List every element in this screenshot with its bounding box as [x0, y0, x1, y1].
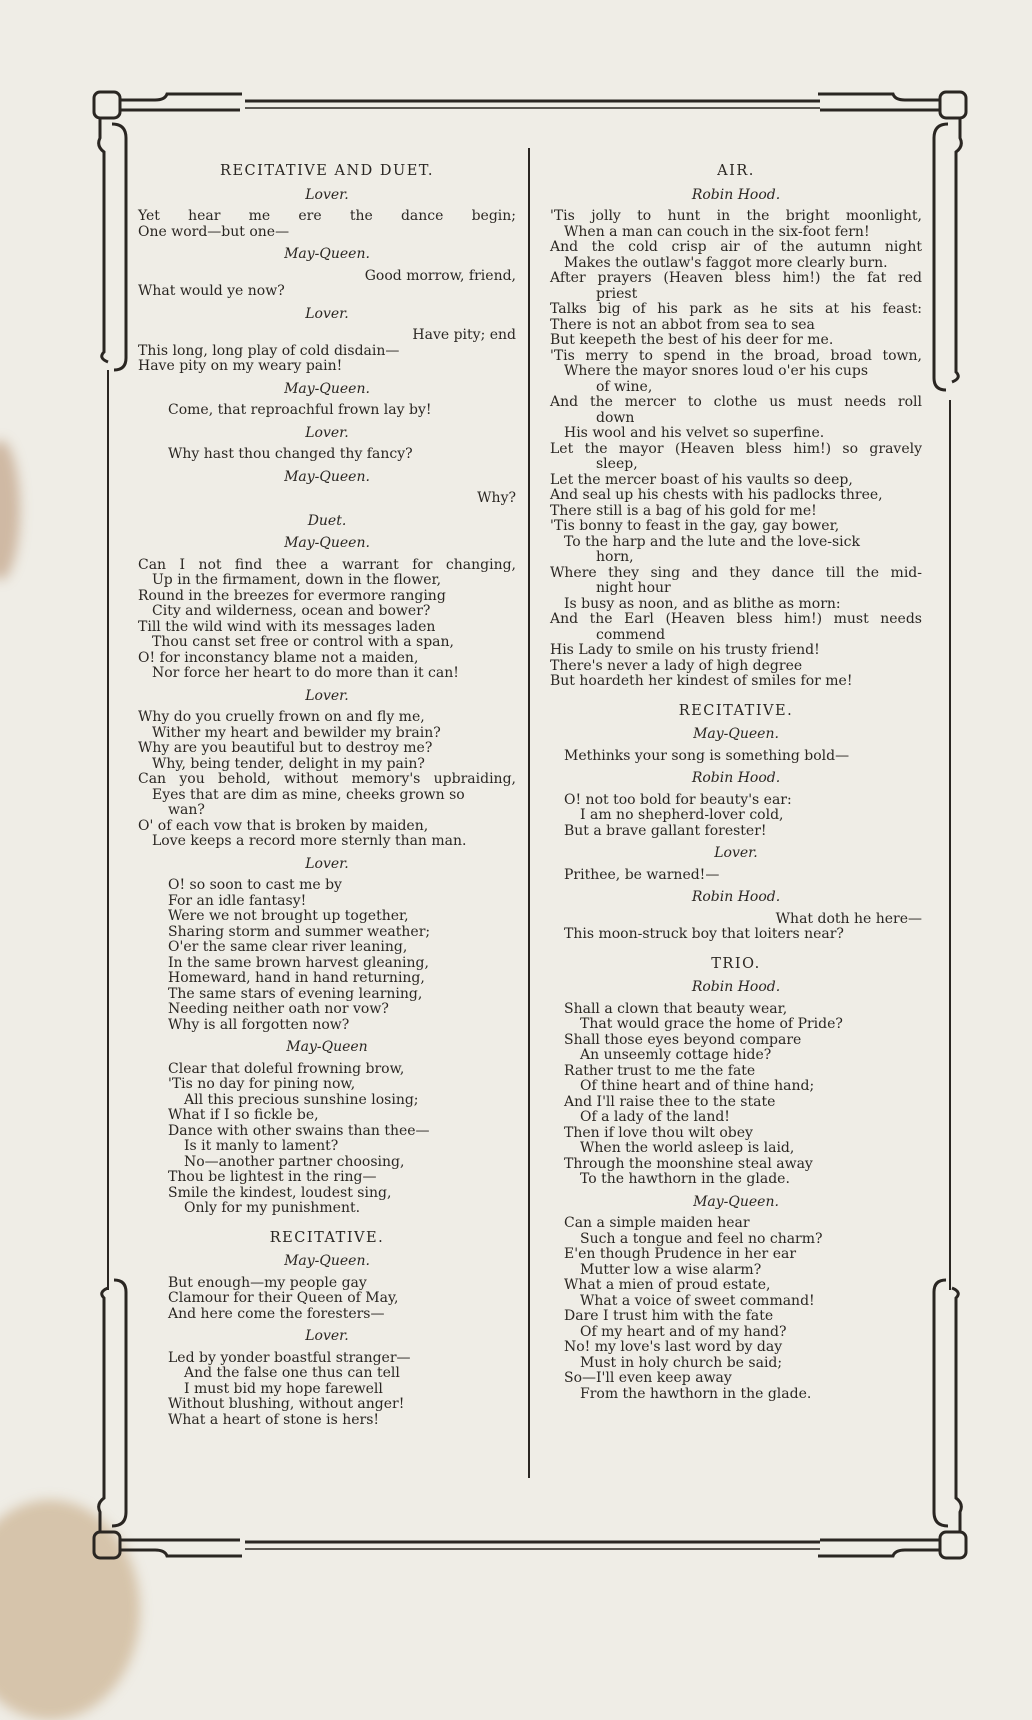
verse-line: Have pity on my weary pain!	[138, 358, 343, 374]
verse-line: Clamour for their Queen of May,	[168, 1290, 399, 1306]
section-heading: AIR.	[717, 163, 755, 179]
speaker-name: Lover.	[305, 855, 349, 872]
verse-line: What doth he here—	[775, 910, 922, 927]
verse-line: What a mien of proud estate,	[564, 1277, 771, 1293]
verse-line: Needing neither oath nor vow?	[168, 1001, 389, 1017]
verse-line: Why do you cruelly frown on and fly me,	[138, 709, 425, 725]
verse-line: Thou canst set free or control with a span,	[152, 634, 454, 650]
verse-line: Must in holy church be said;	[580, 1354, 783, 1371]
verse-line: 'Tis bonny to feast in the gay, gay bower,	[550, 518, 840, 534]
verse-line: What a heart of stone is hers!	[168, 1411, 380, 1428]
verse-block	[550, 912, 922, 943]
verse-line: Shall those eyes beyond compare	[564, 1031, 802, 1048]
verse-line: Can you behold, without memory's upbraiding,	[138, 771, 516, 787]
verse-line: Have pity; end	[412, 327, 516, 343]
verse-line: There's never a lady of high degree	[550, 657, 803, 674]
verse-line: No—another partner choosing,	[184, 1153, 405, 1170]
verse-line: Rather trust to me the fate	[564, 1062, 756, 1079]
verse-line: Methinks your song is something bold—	[564, 747, 850, 764]
verse-line: I am no shepherd-lover cold,	[580, 807, 784, 823]
verse-line: Sharing storm and summer weather;	[168, 923, 431, 940]
verse-line: Makes the outlaw's faggot more clearly burn.	[564, 254, 888, 271]
verse-line: What a voice of sweet command!	[580, 1292, 815, 1309]
verse-block	[550, 1216, 922, 1402]
verse-line: Can a simple maiden hear	[564, 1215, 750, 1231]
verse-line: Till the wild wind with its messages laden	[138, 618, 436, 635]
verse-block	[138, 1062, 516, 1217]
verse-line: But enough—my people gay	[168, 1274, 367, 1291]
verse-line: Of my heart and of my hand?	[580, 1323, 787, 1340]
verse-line: 'Tis merry to spend in the broad, broad town,	[550, 347, 922, 364]
verse-line: So—I'll even keep away	[564, 1370, 732, 1386]
verse-block	[138, 491, 516, 507]
verse-line: Why hast thou changed thy fancy?	[168, 446, 413, 462]
verse-line: Such a tongue and feel no charm?	[580, 1230, 823, 1247]
verse-line: Thou be lightest in the ring—	[168, 1169, 377, 1185]
verse-line: Can I not find thee a warrant for changing,	[138, 556, 516, 573]
verse-line: One word—but one—	[138, 223, 290, 240]
verse-line: Why are you beautiful but to destroy me?	[138, 740, 433, 756]
verse-line: Up in the firmament, down in the flower,	[152, 572, 442, 588]
verse-line: O'er the same clear river leaning,	[168, 939, 408, 955]
verse-block	[138, 710, 516, 850]
verse-line: 'Tis no day for pining now,	[168, 1076, 356, 1092]
verse-line: But keepeth the best of his deer for me.	[550, 332, 834, 348]
verse-block	[138, 209, 516, 240]
verse-line: All this precious sunshine losing;	[184, 1091, 419, 1108]
verse-line: Dance with other swains than thee—	[168, 1122, 430, 1139]
speaker-name: Robin Hood.	[691, 889, 781, 905]
speaker-name: May-Queen.	[284, 380, 370, 397]
verse-line: Through the moonshine steal away	[564, 1155, 813, 1172]
verse-line: Were we not brought up together,	[168, 908, 409, 924]
verse-line: And the mercer to clothe us must needs roll	[550, 394, 922, 410]
speaker-name: Lover.	[305, 687, 349, 704]
speaker-name: Robin Hood.	[691, 770, 781, 786]
verse-line: Let the mercer boast of his vaults so deep,	[550, 471, 853, 488]
verse-line: Only for my punishment.	[184, 1200, 361, 1216]
verse-line: An unseemly cottage hide?	[580, 1047, 772, 1063]
verse-block	[138, 1351, 516, 1429]
verse-line: Why is all forgotten now?	[168, 1016, 350, 1033]
verse-block	[138, 403, 516, 419]
speaker-name: Lover.	[305, 305, 349, 322]
verse-line: Talks big of his park as he sits at his feast:	[550, 301, 922, 317]
verse-line: Homeward, hand in hand returning,	[168, 970, 425, 986]
verse-line: Shall a clown that beauty wear,	[564, 1000, 788, 1017]
verse-line: Smile the kindest, loudest sing,	[168, 1184, 392, 1201]
verse-line: The same stars of evening learning,	[168, 985, 423, 1002]
verse-line: Of a lady of the land!	[580, 1109, 730, 1125]
verse-line: There is not an abbot from sea to sea	[550, 316, 815, 333]
verse-line: And here come the foresters—	[168, 1305, 385, 1322]
section-heading: RECITATIVE AND DUET.	[220, 163, 434, 179]
verse-line: Love keeps a record more sternly than man.	[152, 833, 467, 849]
verse-line: E'en though Prudence in her ear	[564, 1246, 797, 1262]
speaker-name: May-Queen.	[284, 1253, 370, 1269]
verse-line: What if I so fickle be,	[168, 1107, 319, 1123]
verse-line: O! for inconstancy blame not a maiden,	[138, 649, 419, 666]
verse-line: I must bid my hope farewell	[184, 1380, 383, 1397]
verse-line: His Lady to smile on his trusty friend!	[550, 642, 820, 658]
verse-block	[138, 558, 516, 682]
left-column	[138, 150, 516, 1428]
verse-line: And the false one thus can tell	[184, 1365, 400, 1381]
speaker-name: Robin Hood.	[691, 186, 781, 203]
verse-line: Round in the breezes for evermore ranging	[138, 587, 446, 604]
verse-block	[550, 209, 922, 690]
verse-line: No! my love's last word by day	[564, 1339, 783, 1355]
verse-line: But hoardeth her kindest of smiles for me!	[550, 673, 853, 689]
verse-line: That would grace the home of Pride?	[580, 1016, 843, 1032]
speaker-name: Robin Hood.	[691, 979, 781, 995]
speaker-name: May-Queen.	[284, 468, 370, 485]
speaker-name: Lover.	[305, 424, 349, 441]
verse-block	[138, 269, 516, 300]
verse-line: night hour	[596, 580, 671, 596]
speaker-name: Lover.	[714, 845, 758, 861]
verse-line: When the world asleep is laid,	[580, 1140, 795, 1156]
verse-line: Where the mayor snores loud o'er his cups	[564, 363, 869, 379]
verse-line: And I'll raise thee to the state	[564, 1093, 776, 1110]
verse-line: 'Tis jolly to hunt in the bright moonlight,	[550, 208, 922, 224]
verse-line: There still is a bag of his gold for me!	[550, 502, 817, 519]
verse-block	[550, 793, 922, 840]
section-heading: RECITATIVE.	[269, 1229, 385, 1246]
verse-line: When a man can couch in the six-foot fern!	[564, 223, 870, 240]
speaker-name: May-Queen.	[284, 246, 370, 262]
verse-line: Why, being tender, delight in my pain?	[152, 755, 425, 772]
verse-line: And the Earl (Heaven bless him!) must needs	[550, 611, 922, 627]
verse-block	[550, 868, 922, 884]
verse-line: Without blushing, without anger!	[168, 1396, 405, 1412]
verse-line: In the same brown harvest gleaning,	[168, 954, 429, 971]
verse-line: Where they sing and they dance till the mid-	[550, 564, 922, 581]
verse-line: Mutter low a wise alarm?	[580, 1261, 762, 1278]
verse-line: Clear that doleful frowning brow,	[168, 1060, 405, 1077]
speaker-name: Lover.	[305, 186, 349, 203]
verse-block	[138, 328, 516, 375]
verse-line: Then if love thou wilt obey	[564, 1124, 753, 1141]
verse-line: O! so soon to cast me by	[168, 877, 342, 893]
verse-line: Eyes that are dim as mine, cheeks grown so	[152, 786, 465, 803]
verse-block	[550, 1002, 922, 1188]
column-divider	[528, 148, 530, 1478]
verse-line: Is it manly to lament?	[184, 1138, 339, 1154]
verse-line: But a brave gallant forester!	[564, 822, 767, 839]
verse-block	[138, 878, 516, 1033]
verse-block	[138, 1276, 516, 1323]
verse-line: What would ye now?	[138, 283, 285, 299]
verse-line: This moon-struck boy that loiters near?	[564, 926, 844, 942]
verse-line: For an idle fantasy!	[168, 892, 307, 909]
verse-line: And seal up his chests with his padlocks three,	[550, 487, 883, 503]
verse-line: commend	[596, 626, 666, 643]
speaker-name: Duet.	[307, 512, 347, 529]
verse-line: To the harp and the lute and the love-sick	[564, 533, 860, 550]
verse-line: down	[596, 409, 635, 426]
section-heading: RECITATIVE.	[678, 702, 794, 719]
speaker-name: May-Queen.	[693, 1193, 779, 1210]
speaker-name: May-Queen	[286, 1039, 368, 1055]
verse-line: And the cold crisp air of the autumn night	[550, 239, 922, 255]
section-heading: TRIO.	[711, 955, 761, 972]
verse-line: Prithee, be warned!—	[564, 866, 720, 883]
verse-line: Wither my heart and bewilder my brain?	[152, 724, 441, 741]
verse-line: Led by yonder boastful stranger—	[168, 1349, 411, 1366]
speaker-name: Lover.	[305, 1328, 349, 1344]
verse-line: To the hawthorn in the glade.	[580, 1171, 790, 1187]
verse-line: Dare I trust him with the fate	[564, 1308, 774, 1324]
verse-line: O! not too bold for beauty's ear:	[564, 791, 792, 808]
verse-line: Why?	[477, 490, 516, 506]
verse-block	[550, 749, 922, 765]
verse-line: of wine,	[596, 378, 653, 395]
verse-line: Come, that reproachful frown lay by!	[168, 402, 432, 418]
verse-line: Is busy as noon, and as blithe as morn:	[564, 595, 841, 612]
verse-line: From the hawthorn in the glade.	[580, 1385, 812, 1402]
verse-line: Let the mayor (Heaven bless him!) so gravely	[550, 440, 922, 457]
verse-line: Good morrow, friend,	[364, 267, 516, 284]
verse-line: priest	[596, 285, 638, 302]
verse-line: City and wilderness, ocean and bower?	[152, 603, 431, 619]
verse-line: O' of each vow that is broken by maiden,	[138, 817, 429, 834]
verse-line: sleep,	[596, 456, 638, 472]
verse-line: Yet hear me ere the dance begin;	[138, 208, 516, 224]
verse-block	[138, 447, 516, 463]
verse-line: His wool and his velvet so superfine.	[564, 425, 825, 441]
verse-line: After prayers (Heaven bless him!) the fat red	[550, 270, 922, 286]
right-column	[550, 150, 922, 1402]
verse-line: Of thine heart and of thine hand;	[580, 1078, 815, 1094]
verse-line: This long, long play of cold disdain—	[138, 342, 400, 359]
verse-line: Nor force her heart to do more than it can!	[152, 665, 459, 681]
speaker-name: May-Queen.	[284, 535, 370, 551]
verse-line: horn,	[596, 549, 634, 565]
speaker-name: May-Queen.	[693, 726, 779, 742]
verse-line: wan?	[168, 802, 205, 818]
